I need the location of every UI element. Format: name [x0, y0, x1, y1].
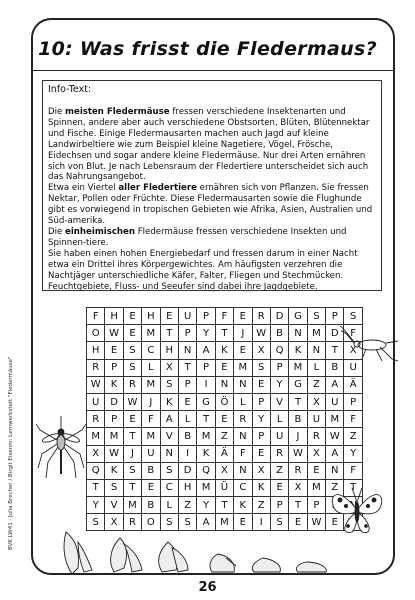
- grid-cell[interactable]: T: [160, 325, 178, 342]
- grid-cell[interactable]: N: [178, 342, 196, 359]
- grid-cell[interactable]: E: [160, 308, 178, 325]
- grid-cell[interactable]: E: [270, 479, 288, 496]
- grid-cell[interactable]: B: [326, 359, 344, 376]
- grid-cell[interactable]: X: [307, 445, 325, 462]
- grid-cell[interactable]: L: [142, 359, 160, 376]
- grid-cell[interactable]: E: [252, 376, 270, 393]
- grid-cell[interactable]: Z: [326, 479, 344, 496]
- info-label: Info-Text:: [48, 84, 92, 95]
- grid-cell[interactable]: W: [87, 376, 105, 393]
- grid-cell[interactable]: S: [87, 514, 105, 531]
- grid-row: [87, 393, 363, 410]
- info-run: fressen verschiedene Insektenarten und Spinnen, andere aber auch verschiedene Obstsorten, Blüten, Blütennektar und Fische. Einige Fledermausarten machen auch Jagd auf kleine Landwirbeltiere wie zum Beispiel kleine Nagetiere, Vögel, Frösche, Eidechsen und sogar andere kleine Fledermäuse. Nur drei Arten ernähren sich von Blut. Je nach Lebensraum der Fledertiere unterscheidet sich auch das Nahrungsangebot.: [48, 107, 370, 183]
- grid-cell[interactable]: F: [87, 308, 105, 325]
- page-number: 26: [198, 580, 217, 595]
- grid-cell[interactable]: M: [289, 359, 307, 376]
- grid-cell[interactable]: H: [142, 308, 160, 325]
- grid-cell[interactable]: S: [123, 359, 141, 376]
- grid-cell[interactable]: S: [307, 308, 325, 325]
- grid-cell[interactable]: D: [270, 308, 288, 325]
- grid-cell[interactable]: Ä: [344, 376, 362, 393]
- grid-cell[interactable]: P: [270, 497, 288, 514]
- grid-cell[interactable]: E: [234, 342, 252, 359]
- grid-cell[interactable]: T: [344, 479, 362, 496]
- copyright-sidebar: [8, 350, 18, 550]
- info-paragraph: [48, 227, 378, 249]
- bat-sequence-illustration: [58, 522, 338, 577]
- info-emphasis: einheimischen: [65, 226, 135, 237]
- grid-cell[interactable]: M: [197, 479, 215, 496]
- grid-cell[interactable]: D: [326, 325, 344, 342]
- grid-cell[interactable]: P: [326, 308, 344, 325]
- grid-cell[interactable]: G: [289, 376, 307, 393]
- grid-cell[interactable]: E: [123, 411, 141, 428]
- grid-cell[interactable]: U: [87, 393, 105, 410]
- grid-cell[interactable]: E: [215, 411, 233, 428]
- grid-cell[interactable]: Z: [215, 428, 233, 445]
- grid-cell[interactable]: J: [234, 325, 252, 342]
- info-paragraph: [48, 107, 378, 183]
- page-title: 10: Was frisst die Fledermaus?: [38, 38, 377, 60]
- grid-cell[interactable]: X: [87, 445, 105, 462]
- grid-cell[interactable]: S: [160, 514, 178, 531]
- info-run: Fledermäuse fressen verschiedene Insekten und Spinnen-tiere.: [48, 226, 347, 248]
- grid-cell[interactable]: J: [142, 393, 160, 410]
- grid-cell[interactable]: E: [252, 445, 270, 462]
- grid-cell[interactable]: Y: [252, 411, 270, 428]
- grid-cell[interactable]: E: [105, 342, 123, 359]
- grid-cell[interactable]: B: [289, 411, 307, 428]
- info-text: [48, 107, 378, 292]
- grid-row: [87, 479, 363, 496]
- grid-row: [87, 497, 363, 514]
- grid-cell[interactable]: M: [142, 376, 160, 393]
- grid-cell[interactable]: N: [326, 462, 344, 479]
- info-paragraph: [48, 183, 378, 227]
- grid-cell[interactable]: C: [160, 479, 178, 496]
- grid-cell[interactable]: B: [178, 428, 196, 445]
- grid-cell[interactable]: T: [215, 325, 233, 342]
- info-emphasis: aller Fledertiere: [118, 183, 197, 194]
- grid-row: [87, 376, 363, 393]
- grid-cell[interactable]: P: [344, 393, 362, 410]
- grid-cell[interactable]: E: [142, 479, 160, 496]
- grid-cell[interactable]: M: [142, 428, 160, 445]
- grid-cell[interactable]: G: [197, 393, 215, 410]
- grid-cell[interactable]: H: [105, 308, 123, 325]
- grid-row: [87, 325, 363, 342]
- info-run: Sie haben einen hohen Energiebedarf und fressen darum in einer Nacht etwa ein Drittel ihres Körpergewichtes. Am häufigsten verzehren die Nachtjäger unterschiedliche Käfer, Falter, Fliegen und Stechmücken. Feuchtgebiete, Fluss- und Seeufer sind dabei ihre Jagdgebiete.: [48, 248, 358, 292]
- grid-cell[interactable]: Z: [252, 497, 270, 514]
- grid-cell[interactable]: K: [105, 462, 123, 479]
- grid-cell[interactable]: R: [270, 445, 288, 462]
- grid-cell[interactable]: M: [307, 479, 325, 496]
- grid-cell[interactable]: F: [344, 325, 362, 342]
- grid-cell[interactable]: S: [178, 514, 196, 531]
- grid-cell[interactable]: A: [160, 411, 178, 428]
- grid-cell[interactable]: E: [289, 514, 307, 531]
- grid-cell[interactable]: T: [123, 479, 141, 496]
- grid-cell[interactable]: B: [142, 497, 160, 514]
- grid-cell[interactable]: X: [215, 462, 233, 479]
- grid-cell[interactable]: K: [160, 393, 178, 410]
- grid-cell[interactable]: Z: [270, 462, 288, 479]
- grid-cell[interactable]: T: [215, 497, 233, 514]
- grid-cell[interactable]: S: [344, 308, 362, 325]
- grid-cell[interactable]: Y: [197, 497, 215, 514]
- info-run: Die: [48, 226, 66, 237]
- grid-cell[interactable]: J: [289, 428, 307, 445]
- grid-cell[interactable]: Z: [178, 497, 196, 514]
- grid-cell[interactable]: P: [197, 359, 215, 376]
- grid-cell[interactable]: L: [270, 411, 288, 428]
- grid-cell[interactable]: I: [178, 445, 196, 462]
- grid-cell[interactable]: A: [326, 376, 344, 393]
- grid-cell[interactable]: Y: [344, 445, 362, 462]
- grid-row: [87, 308, 363, 325]
- grid-cell[interactable]: K: [105, 376, 123, 393]
- grid-cell[interactable]: X: [289, 479, 307, 496]
- grid-cell[interactable]: O: [142, 514, 160, 531]
- grid-cell[interactable]: N: [160, 445, 178, 462]
- grid-row: [87, 359, 363, 376]
- grid-cell[interactable]: P: [105, 359, 123, 376]
- cricket-illustration: [340, 325, 400, 365]
- grid-cell[interactable]: M: [307, 325, 325, 342]
- grid-cell[interactable]: C: [234, 479, 252, 496]
- word-search-grid: [86, 307, 363, 531]
- grid-cell[interactable]: Y: [270, 376, 288, 393]
- grid-cell[interactable]: S: [252, 359, 270, 376]
- grid-cell[interactable]: E: [326, 514, 344, 531]
- grid-cell[interactable]: P: [197, 308, 215, 325]
- grid-cell[interactable]: W: [289, 445, 307, 462]
- grid-cell[interactable]: V: [160, 428, 178, 445]
- grid-cell[interactable]: P: [178, 325, 196, 342]
- info-run: Etwa ein Viertel: [48, 183, 119, 194]
- grid-cell[interactable]: U: [270, 428, 288, 445]
- grid-row: [87, 462, 363, 479]
- grid-cell[interactable]: E: [234, 514, 252, 531]
- grid-cell[interactable]: N: [289, 325, 307, 342]
- grid-cell[interactable]: P: [270, 359, 288, 376]
- mosquito-illustration: [36, 412, 86, 482]
- title-divider: [31, 70, 395, 71]
- grid-cell[interactable]: I: [197, 376, 215, 393]
- grid-cell[interactable]: W: [252, 325, 270, 342]
- grid-cell[interactable]: K: [252, 479, 270, 496]
- grid-cell[interactable]: L: [234, 393, 252, 410]
- grid-cell[interactable]: H: [87, 342, 105, 359]
- grid-cell[interactable]: X: [307, 393, 325, 410]
- grid-cell[interactable]: E: [215, 359, 233, 376]
- grid-cell[interactable]: E: [178, 393, 196, 410]
- grid-cell[interactable]: U: [326, 393, 344, 410]
- grid-cell[interactable]: W: [326, 428, 344, 445]
- grid-cell[interactable]: C: [142, 342, 160, 359]
- grid-cell[interactable]: R: [252, 308, 270, 325]
- grid-cell[interactable]: R: [123, 514, 141, 531]
- grid-cell[interactable]: K: [197, 445, 215, 462]
- grid-cell[interactable]: T: [289, 497, 307, 514]
- grid-cell[interactable]: X: [160, 359, 178, 376]
- grid-cell[interactable]: Ö: [215, 393, 233, 410]
- grid-cell[interactable]: L: [160, 497, 178, 514]
- copyright-text: BVK LW41 · Julia Brecher / Birgit Eisenm: Lernwerkstatt "Fledermäuse": [8, 356, 14, 550]
- info-paragraph: [48, 249, 378, 293]
- grid-cell[interactable]: G: [289, 308, 307, 325]
- grid-cell[interactable]: H: [178, 479, 196, 496]
- grid-cell[interactable]: M: [197, 428, 215, 445]
- grid-cell[interactable]: F: [215, 308, 233, 325]
- info-run: ernähren sich von Pflanzen. Sie fressen Nektar, Pollen oder Früchte. Diese Fledermausarten sowie die Flughunde gibt es vorwiegend in tropischen Gebieten wie Afrika, Asien, Australien und Süd-amerika.: [48, 183, 373, 227]
- grid-cell[interactable]: M: [105, 428, 123, 445]
- grid-cell[interactable]: Y: [197, 325, 215, 342]
- grid-cell[interactable]: A: [197, 342, 215, 359]
- grid-cell[interactable]: Q: [197, 462, 215, 479]
- grid-row: [87, 411, 363, 428]
- grid-cell[interactable]: U: [178, 308, 196, 325]
- grid-cell[interactable]: S: [123, 342, 141, 359]
- grid-cell[interactable]: F: [234, 445, 252, 462]
- grid-cell[interactable]: M: [215, 514, 233, 531]
- grid-cell[interactable]: E: [307, 462, 325, 479]
- grid-cell[interactable]: T: [178, 359, 196, 376]
- grid-cell[interactable]: N: [215, 376, 233, 393]
- grid-cell[interactable]: T: [197, 411, 215, 428]
- grid-cell[interactable]: A: [197, 514, 215, 531]
- grid-cell[interactable]: Z: [307, 376, 325, 393]
- grid-cell[interactable]: K: [289, 342, 307, 359]
- grid-cell[interactable]: D: [178, 462, 196, 479]
- info-emphasis: meisten Fledermäuse: [65, 107, 170, 117]
- grid-cell[interactable]: R: [87, 411, 105, 428]
- grid-cell[interactable]: R: [234, 411, 252, 428]
- grid-cell[interactable]: N: [234, 376, 252, 393]
- grid-cell[interactable]: E: [123, 308, 141, 325]
- grid-cell[interactable]: L: [307, 359, 325, 376]
- grid-cell[interactable]: R: [307, 428, 325, 445]
- grid-row: [87, 445, 363, 462]
- grid-cell[interactable]: N: [234, 428, 252, 445]
- grid-cell[interactable]: M: [234, 359, 252, 376]
- grid-cell[interactable]: V: [105, 497, 123, 514]
- grid-row: [87, 342, 363, 359]
- grid-row: [87, 428, 363, 445]
- grid-cell[interactable]: X: [252, 462, 270, 479]
- grid-cell[interactable]: K: [234, 497, 252, 514]
- grid-cell[interactable]: Y: [87, 497, 105, 514]
- grid-cell[interactable]: S: [270, 514, 288, 531]
- grid-cell[interactable]: S: [160, 462, 178, 479]
- grid-cell[interactable]: M: [142, 325, 160, 342]
- grid-cell[interactable]: P: [307, 497, 325, 514]
- grid-cell[interactable]: V: [270, 393, 288, 410]
- grid-cell[interactable]: W: [105, 445, 123, 462]
- grid-cell[interactable]: K: [215, 342, 233, 359]
- grid-cell[interactable]: D: [105, 393, 123, 410]
- grid-cell[interactable]: X: [252, 342, 270, 359]
- grid-cell[interactable]: S: [123, 462, 141, 479]
- grid-cell[interactable]: B: [142, 462, 160, 479]
- grid-cell[interactable]: E: [123, 325, 141, 342]
- grid-cell[interactable]: M: [326, 411, 344, 428]
- grid-cell[interactable]: N: [234, 462, 252, 479]
- grid-cell[interactable]: R: [123, 376, 141, 393]
- grid-cell[interactable]: Q: [270, 342, 288, 359]
- grid-cell[interactable]: L: [178, 411, 196, 428]
- grid-cell[interactable]: U: [307, 411, 325, 428]
- info-box: [42, 80, 382, 291]
- grid-cell[interactable]: E: [234, 308, 252, 325]
- grid-cell[interactable]: P: [105, 411, 123, 428]
- grid-cell[interactable]: O: [87, 325, 105, 342]
- grid-cell[interactable]: M: [87, 428, 105, 445]
- grid-cell[interactable]: P: [252, 393, 270, 410]
- grid-cell[interactable]: M: [123, 497, 141, 514]
- grid-cell[interactable]: Z: [344, 428, 362, 445]
- grid-cell[interactable]: T: [289, 393, 307, 410]
- grid-cell[interactable]: W: [123, 393, 141, 410]
- grid-cell[interactable]: J: [123, 445, 141, 462]
- grid-cell[interactable]: X: [344, 342, 362, 359]
- grid-cell[interactable]: T: [87, 479, 105, 496]
- grid-cell[interactable]: X: [105, 514, 123, 531]
- grid-cell[interactable]: S: [160, 376, 178, 393]
- grid-cell[interactable]: A: [326, 445, 344, 462]
- grid-cell[interactable]: U: [142, 445, 160, 462]
- grid-cell[interactable]: R: [289, 462, 307, 479]
- grid-cell[interactable]: S: [105, 479, 123, 496]
- grid-cell[interactable]: T: [326, 342, 344, 359]
- grid-cell[interactable]: Ä: [215, 445, 233, 462]
- grid-cell[interactable]: Q: [87, 462, 105, 479]
- grid-cell[interactable]: P: [178, 376, 196, 393]
- grid-cell[interactable]: R: [87, 359, 105, 376]
- grid-cell[interactable]: W: [105, 325, 123, 342]
- grid-cell[interactable]: I: [252, 514, 270, 531]
- grid-cell[interactable]: Ü: [215, 479, 233, 496]
- grid-cell[interactable]: T: [123, 428, 141, 445]
- grid-cell[interactable]: N: [307, 342, 325, 359]
- grid-cell[interactable]: F: [344, 411, 362, 428]
- grid-cell[interactable]: F: [142, 411, 160, 428]
- grid-cell[interactable]: B: [270, 325, 288, 342]
- grid-cell[interactable]: F: [344, 462, 362, 479]
- grid-cell[interactable]: U: [344, 359, 362, 376]
- info-run: Die: [48, 107, 66, 117]
- grid-cell[interactable]: H: [160, 342, 178, 359]
- grid-cell[interactable]: P: [252, 428, 270, 445]
- grid-cell[interactable]: W: [307, 514, 325, 531]
